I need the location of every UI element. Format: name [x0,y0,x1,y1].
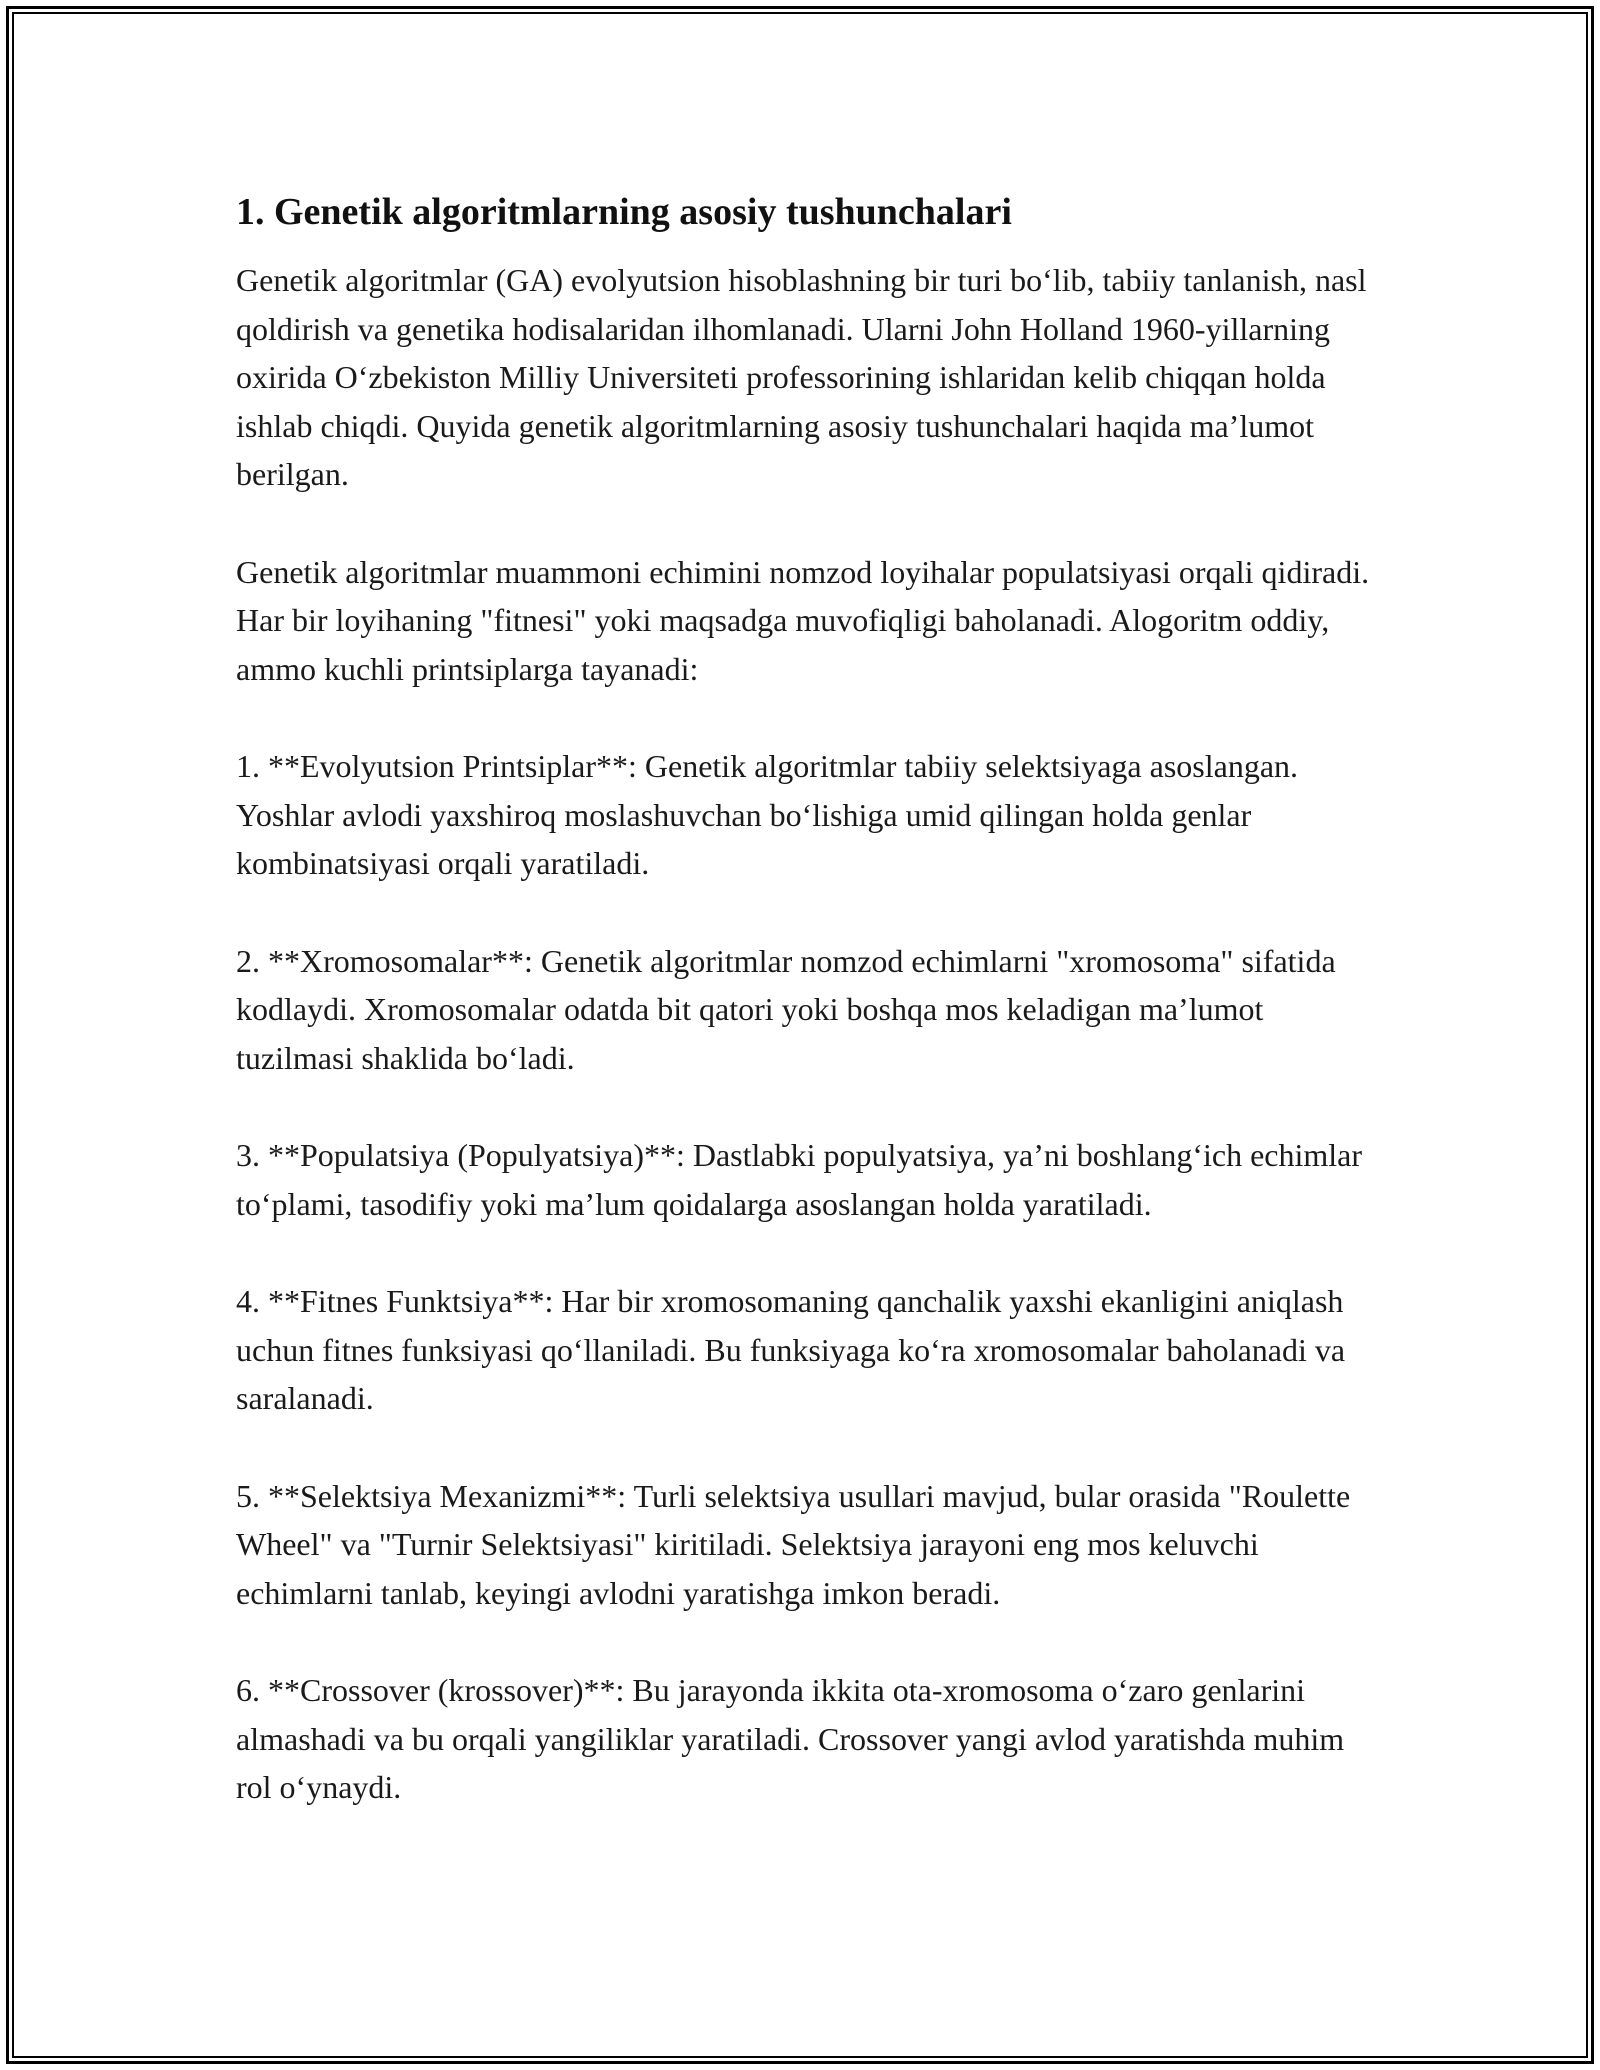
paragraph-evolution-principles: 1. **Evolyutsion Printsiplar**: Genetik algoritmlar tabiiy selektsiyaga asoslangan. Yoshlar avlodi yaxshiroq moslashuvchan bo‘lishiga umid qilingan holda genlar kombinatsiyasi orqali yaratiladi. [236,748,1299,881]
paragraph-population: 3. **Populatsiya (Populyatsiya)**: Dastlabki populyatsiya, ya’ni boshlang‘ich echimlar to‘plami, tasodifiy yoki ma’lum qoidalarga asoslangan holda yaratiladi. [236,1137,1363,1222]
section-heading: 1. Genetik algoritmlarning asosiy tushunchalari [236,191,1012,233]
paragraph-overview: Genetik algoritmlar muammoni echimini nomzod loyihalar populatsiyasi orqali qidiradi. Har bir loyihaning "fitnesi" yoki maqsadga muvofiqligi baholanadi. Alogoritm oddiy, ammo kuchli printsiplarga tayanadi: [236,553,1370,687]
paragraph-fitness-function: 4. **Fitnes Funktsiya**: Har bir xromosomaning qanchalik yaxshi ekanligini aniqlash uchun fitnes funksiyasi qo‘llaniladi. Bu funksiyaga ko‘ra xromosomalar baholanadi va saralanadi. [236,1283,1346,1416]
document-page [236,186,1376,1861]
paragraph-intro: Genetik algoritmlar (GA) evolyutsion hisoblashning bir turi bo‘lib, tabiiy tanlanish, nasl qoldirish va genetika hodisalaridan ilhomlanadi. Ularni John Holland 1960-yillarning oxirida O‘zbekiston Milliy Universiteti professorining ishlaridan kelib chiqqan holda ishlab chiqdi. Quyida genetik algoritmlarning asosiy tushunchalari haqida ma’lumot berilgan. [236,262,1367,492]
paragraph-selection-mechanism: 5. **Selektsiya Mexanizmi**: Turli selektsiya usullari mavjud, bular orasida "Roulette Wheel" va "Turnir Selektsiyasi" kiritiladi. Selektsiya jarayoni eng mos keluvchi echimlarni tanlab, keyingi avlodni yaratishga imkon beradi. [236,1477,1351,1611]
paragraph-chromosomes: 2. **Xromosomalar**: Genetik algoritmlar nomzod echimlarni "xromosoma" sifatida kodlaydi. Xromosomalar odatda bit qatori yoki boshqa mos keladigan ma’lumot tuzilmasi shaklida bo‘ladi. [236,942,1336,1076]
paragraph-crossover: 6. **Crossover (krossover)**: Bu jarayonda ikkita ota-xromosoma o‘zaro genlarini almashadi va bu orqali yangiliklar yaratiladi. Crossover yangi avlod yaratishda muhim rol o‘ynaydi. [236,1672,1345,1805]
